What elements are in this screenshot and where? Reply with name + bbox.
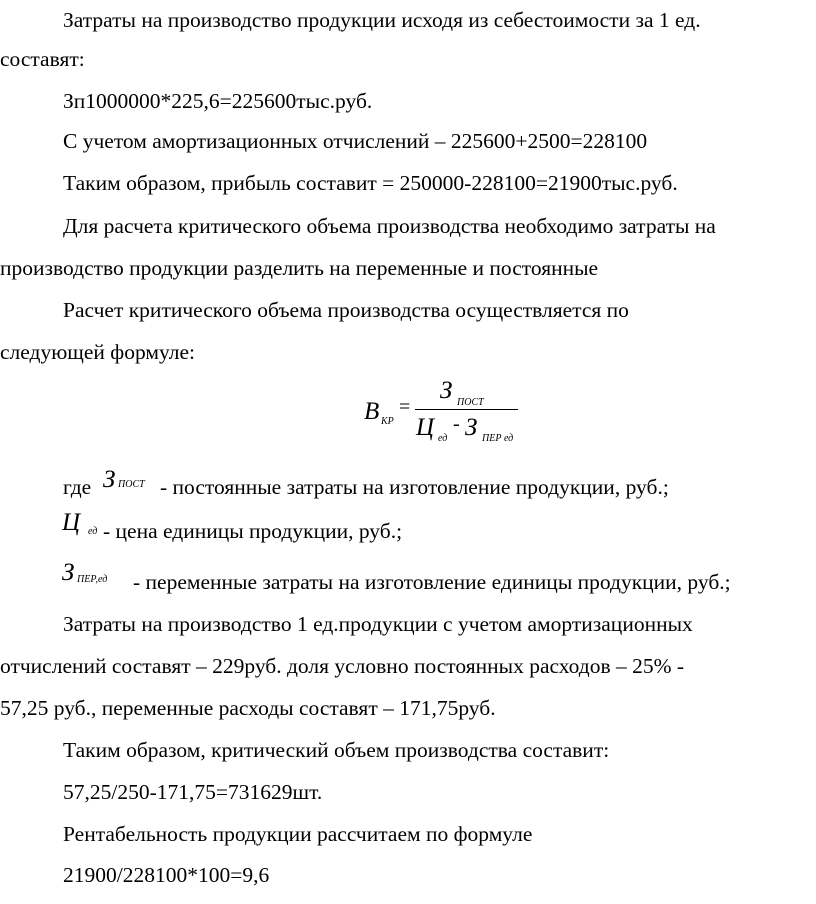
legend-symbol: Ц — [62, 509, 81, 536]
legend-text: - переменные затраты на изготовление единицы продукции, руб.; — [133, 570, 731, 594]
paragraph-line: Затраты на производство 1 ед.продукции с учетом амортизационных — [63, 612, 693, 636]
formula-equals-sign: = — [399, 396, 411, 418]
formula-lhs-symbol: В — [364, 398, 380, 425]
fraction-bar — [415, 409, 518, 410]
legend-symbol-subscript: ПЕР,ед — [77, 574, 108, 585]
paragraph-line: Рентабельность продукции рассчитаем по формуле — [63, 822, 533, 846]
paragraph-line: Таким образом, критический объем производства составит: — [63, 738, 610, 762]
legend-text: - цена единицы продукции, руб.; — [103, 519, 403, 543]
formula-denominator-price-symbol: Ц — [416, 414, 435, 441]
legend-symbol-subscript: ед — [88, 526, 98, 537]
legend-symbol-subscript: ПОСТ — [118, 479, 145, 490]
paragraph-line: Зп1000000*225,6=225600тыс.руб. — [63, 89, 373, 113]
paragraph-line: Расчет критического объема производства осуществляется по — [63, 298, 629, 322]
paragraph-line: 21900/228100*100=9,6 — [63, 863, 270, 887]
paragraph-line: отчислений составят – 229руб. доля условно постоянных расходов – 25% - — [0, 654, 685, 678]
formula-denominator-price-subscript: ед — [438, 433, 448, 444]
paragraph-line: С учетом амортизационных отчислений – 225600+2500=228100 — [63, 129, 648, 153]
legend-symbol: З — [103, 466, 116, 493]
formula-numerator-symbol: З — [440, 377, 453, 404]
legend-prefix: где — [63, 475, 92, 499]
paragraph-line: производство продукции разделить на переменные и постоянные — [0, 256, 599, 280]
legend-text: - постоянные затраты на изготовление продукции, руб.; — [160, 475, 669, 499]
paragraph-line: Таким образом, прибыль составит = 250000-228100=21900тыс.руб. — [63, 171, 678, 195]
paragraph-line: Затраты на производство продукции исходя из себестоимости за 1 ед. — [63, 8, 701, 32]
formula-lhs-subscript: КР — [381, 416, 394, 427]
paragraph-line: следующей формуле: — [0, 340, 196, 364]
formula-denominator-cost-subscript: ПЕР ед — [482, 433, 514, 444]
formula-minus-sign: - — [453, 413, 460, 435]
paragraph-line: составят: — [0, 47, 85, 71]
paragraph-line: 57,25/250-171,75=731629шт. — [63, 780, 323, 804]
formula-numerator-subscript: ПОСТ — [457, 397, 484, 408]
formula-denominator-cost-symbol: З — [465, 414, 478, 441]
paragraph-line: 57,25 руб., переменные расходы составят – 171,75руб. — [0, 696, 496, 720]
paragraph-line: Для расчета критического объема производства необходимо затраты на — [63, 214, 716, 238]
legend-symbol: З — [62, 559, 75, 586]
